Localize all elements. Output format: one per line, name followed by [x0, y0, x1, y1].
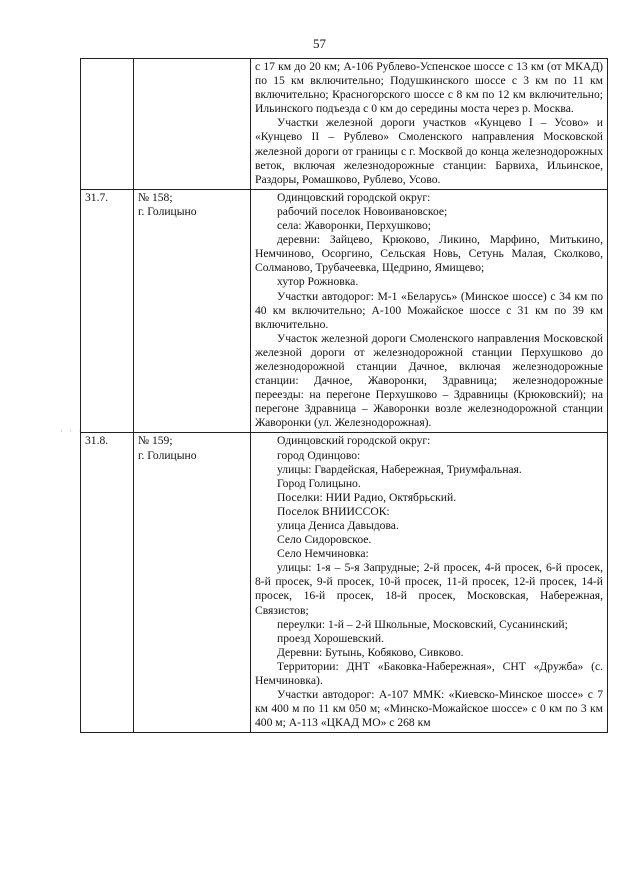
station-cell: [134, 189, 251, 433]
territory-paragraph: город Одинцово:: [277, 448, 361, 462]
territory-paragraph: Деревни: Бутынь, Кобяково, Сивково.: [277, 645, 464, 659]
territory-cell: [251, 433, 608, 733]
page-number: 57: [313, 36, 326, 51]
territory-paragraph: Поселки: НИИ Радио, Октябрьский.: [277, 490, 457, 504]
territory-paragraph: улица Дениса Давыдова.: [277, 519, 399, 532]
territory-paragraph: улицы: Гвардейская, Набережная, Триумфальная.: [277, 462, 522, 476]
territory-cell: [251, 59, 608, 190]
territory-paragraph: Одинцовский городской округ:: [277, 190, 431, 204]
station-line: № 158;: [138, 190, 173, 204]
territory-paragraph: Участки железной дороги участков «Кунцево I – Усово» и «Кунцево II – Рублево» Смоленского направления Московской железной дороги от границы с г. Москвой до конца железнодорожных веток, включая железнодорожные станции: Барвиха, Ильинское, Раздоры, Ромашково, Рублево, Усово.: [255, 116, 603, 186]
territory-paragraph: Село Немчиновка:: [277, 547, 369, 561]
territory-paragraph: Город Голицыно.: [277, 476, 361, 490]
territory-paragraph: Территории: ДНТ «Баковка-Набережная», СНТ «Дружба» (с. Немчиновка).: [255, 659, 603, 688]
row-number: 31.7.: [81, 189, 134, 433]
table-row: [81, 433, 608, 733]
territory-paragraph: с 17 км до 20 км; А-106 Рублево-Успенское шоссе с 13 км (от МКАД) по 15 км включительно; Подушкинского шоссе с 3 км по 11 км включительно; Красногорского шоссе с 8 км по 12 км включительно; Ильинского подъезда с 0 км до середины моста через р. Москва.: [255, 60, 603, 116]
station-line: г. Голицыно: [138, 448, 197, 462]
territory-paragraph: деревни: Зайцево, Крюково, Ликино, Марфино, Митькино, Немчиново, Осоргино, Сельская Новь, Сетунь Малая, Сколково, Солманово, Трубачеевка, Щедрино, Ямищево;: [255, 233, 603, 275]
territory-paragraph: хутор Рожновка.: [277, 275, 359, 289]
territory-paragraph: Одинцовский городской округ:: [277, 434, 431, 448]
station-cell: [134, 59, 251, 190]
territory-paragraph: улицы: 1-я – 5-я Запрудные; 2-й просек, 4-й просек, 6-й просек, 8-й просек, 9-й просек, 10-й просек, 11-й просек, 12-й просек, 14-й просек, 16-й просек, 18-й просек, Московская, Набережная, Связистов;: [255, 561, 603, 617]
territory-paragraph: переулки: 1-й – 2-й Школьные, Московский, Сусанинский;: [277, 617, 568, 631]
station-line: № 159;: [138, 434, 173, 448]
territory-paragraph: Поселок ВНИИССОК:: [277, 504, 390, 518]
territory-paragraph: проезд Хорошевский.: [277, 631, 384, 645]
territory-cell: [251, 189, 608, 433]
territory-paragraph: Участок железной дороги Смоленского направления Московской железной дороги от железнодорожной станции Перхушково до железнодорожной станции Дачное, включая железнодорожные станции: Дачное, Жаворонки, Здравница; железнодорожные переезды: на перегоне Перхушково – Здравницы (Крюковский); на перегоне Здравница – Жаворонки возле железнодорожной станции Жаворонки (ул. Железнодорожная).: [255, 331, 603, 430]
territory-paragraph: Село Сидоровское.: [277, 533, 372, 547]
territory-paragraph: Участки автодорог: М-1 «Беларусь» (Минское шоссе) с 34 км по 40 км включительно; А-100 Можайское шоссе с 31 км по 39 км включительно.: [255, 289, 603, 331]
district-table: [80, 58, 608, 733]
scan-artifact: · · ·: [60, 426, 84, 436]
territory-paragraph: села: Жаворонки, Перхушково;: [277, 219, 432, 233]
station-line: г. Голицыно: [138, 204, 197, 218]
station-cell: [134, 433, 251, 733]
row-number: 31.8.: [81, 433, 134, 733]
row-number: [81, 59, 134, 190]
territory-paragraph: Участки автодорог: А-107 ММК: «Киевско-Минское шоссе» с 7 км 400 м по 11 км 050 м; «Минско-Можайское шоссе» с 0 км по 3 км 400 м; А-113 «ЦКАД МО» с 268 км: [255, 688, 603, 730]
table-row: [81, 59, 608, 190]
territory-paragraph: рабочий поселок Новоивановское;: [277, 204, 448, 218]
table-row: [81, 189, 608, 433]
